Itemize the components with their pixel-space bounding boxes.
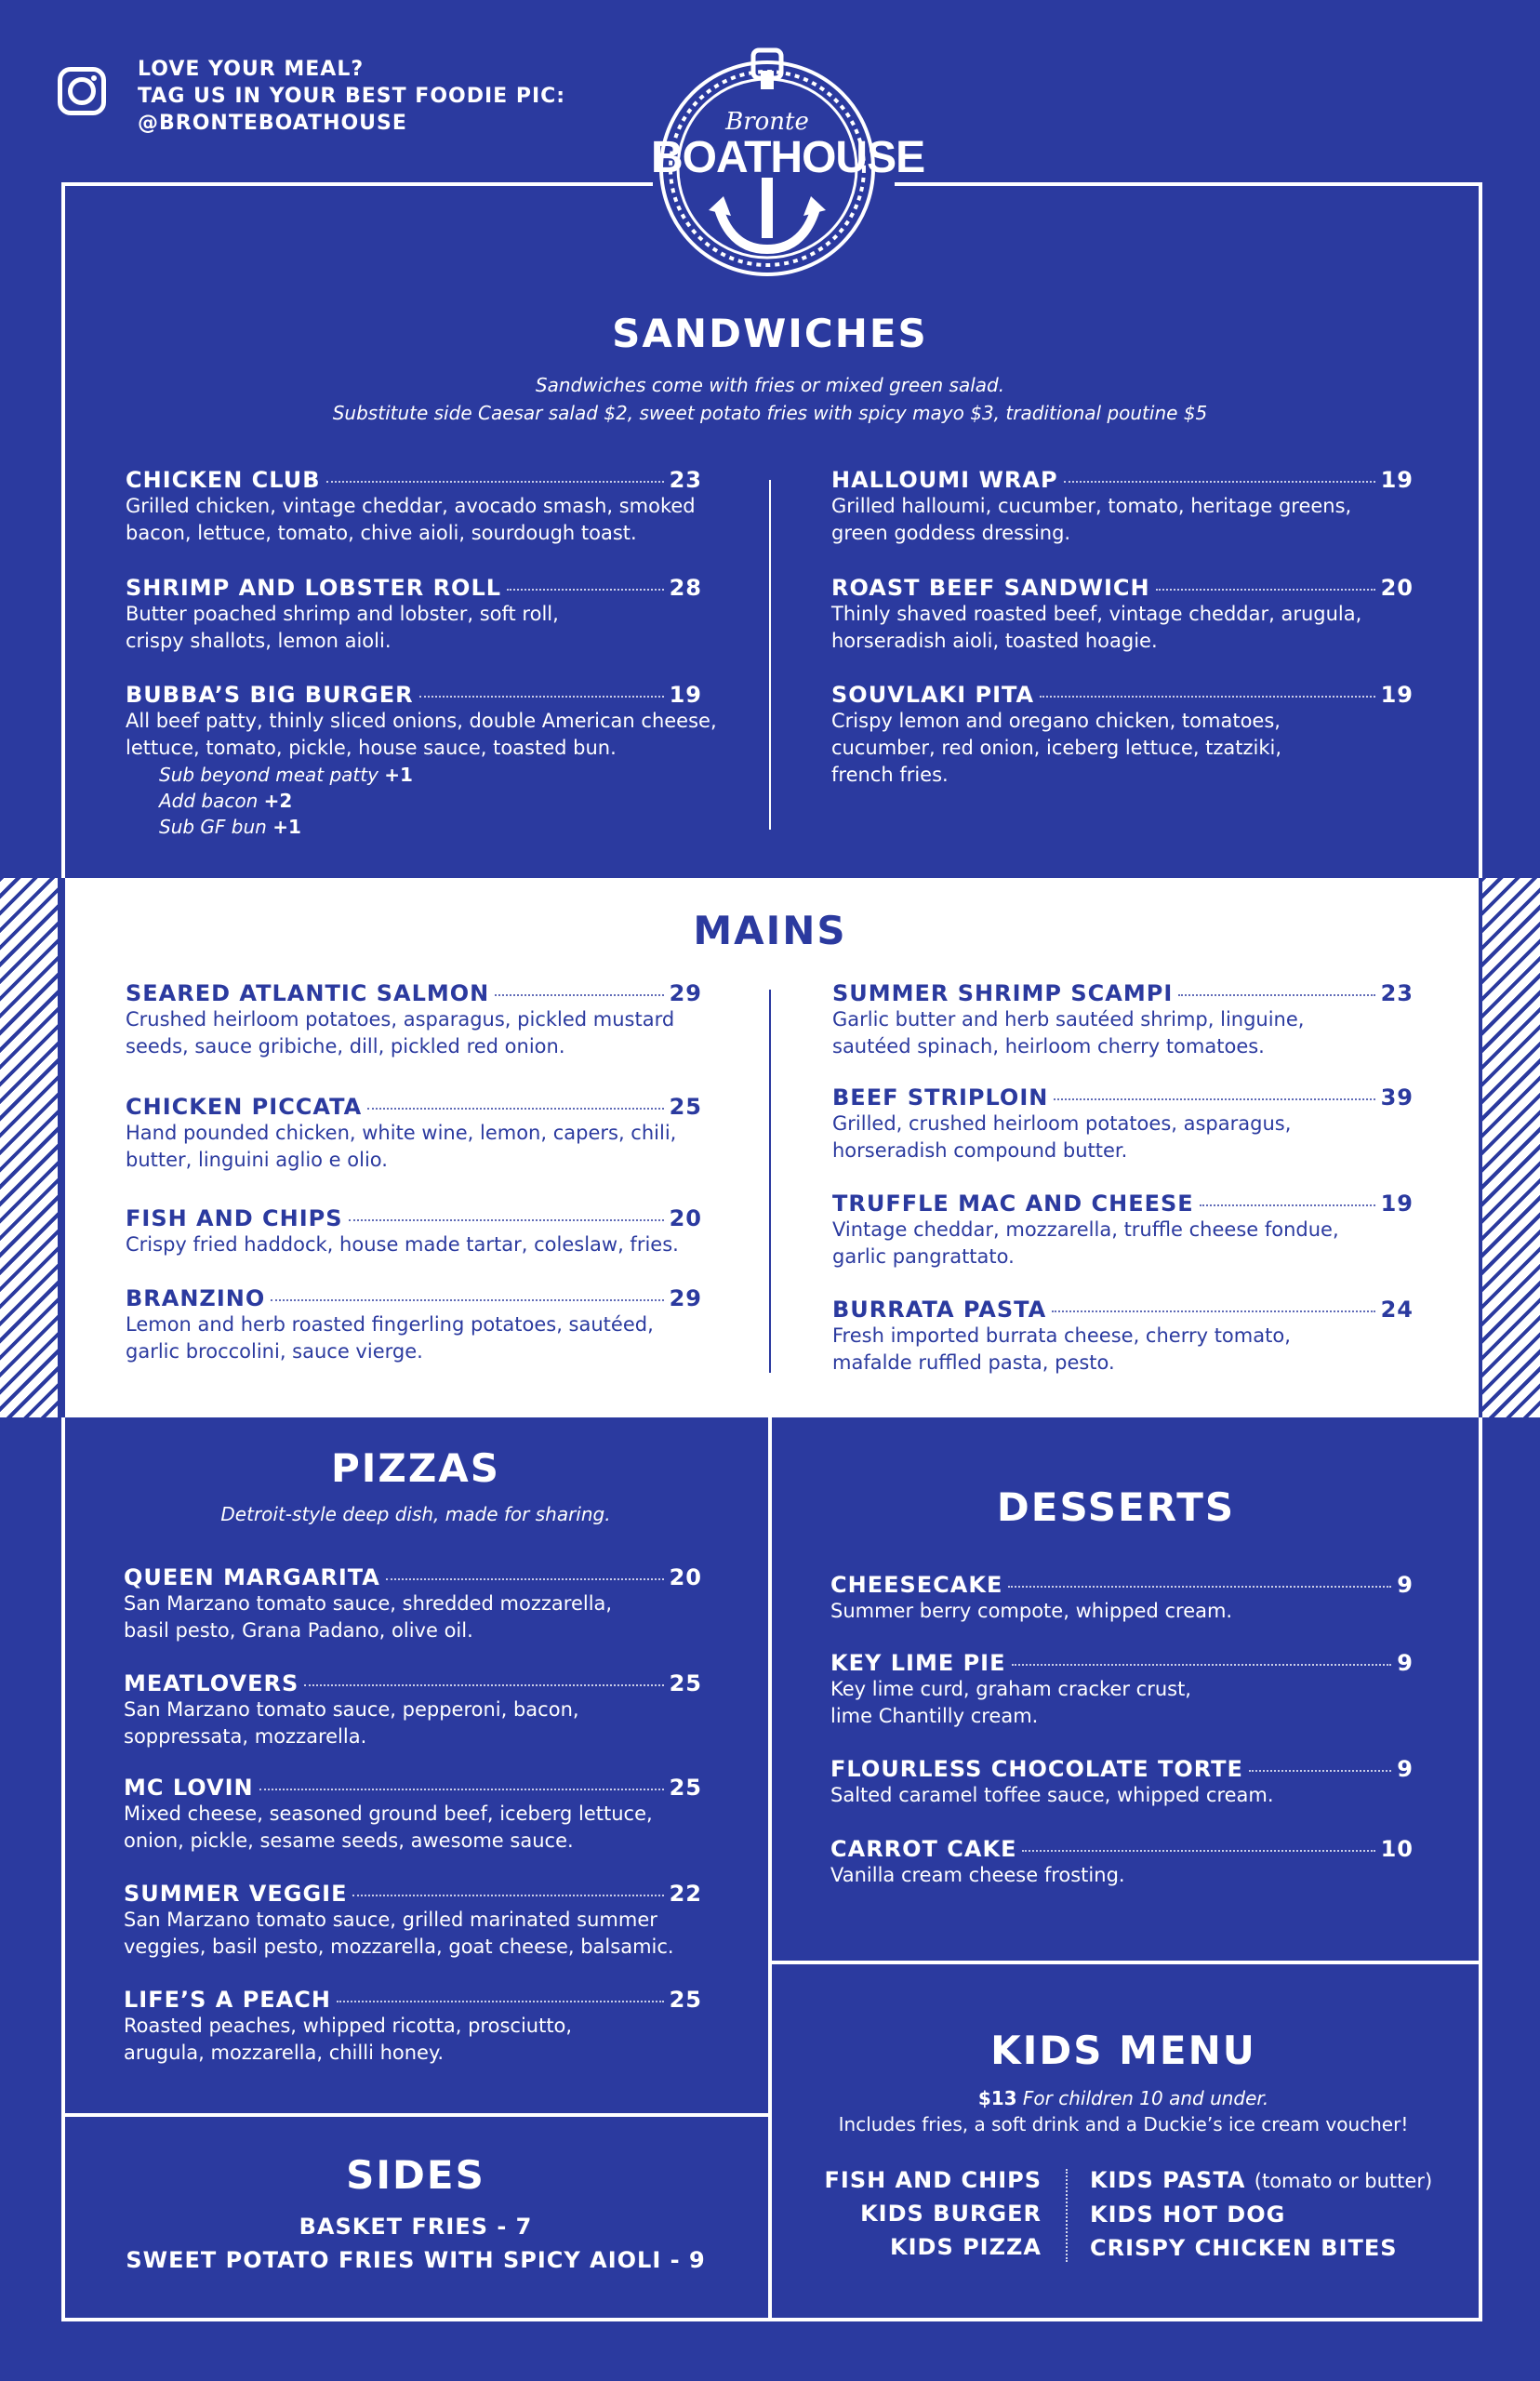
boathouse-logo xyxy=(651,43,925,285)
option-price: +2 xyxy=(263,790,293,812)
sandwiches-note: Sandwiches come with fries or mixed green salad. xyxy=(535,374,1005,396)
menu-item xyxy=(126,1285,702,1365)
menu-item xyxy=(124,1881,702,1961)
item-desc: bacon, lettuce, tomato, chive aioli, sourdough toast. xyxy=(126,522,637,544)
tagline-line: LOVE YOUR MEAL? xyxy=(138,58,365,81)
kids-divider xyxy=(1066,2169,1068,2262)
sides-item: BASKET FRIES - 7 xyxy=(299,2214,533,2240)
item-desc: Crushed heirloom potatoes, asparagus, pickled mustard xyxy=(126,1008,675,1031)
item-name: SEARED ATLANTIC SALMON xyxy=(126,980,490,1006)
item-price: 10 xyxy=(1380,1836,1414,1862)
mains-column-divider xyxy=(769,990,771,1373)
option-label: Add bacon xyxy=(159,790,259,812)
menu-item xyxy=(126,980,702,1060)
item-name: BEEF STRIPLOIN xyxy=(832,1084,1049,1111)
item-desc: garlic broccolini, sauce vierge. xyxy=(126,1340,423,1363)
item-name: SUMMER SHRIMP SCAMPI xyxy=(832,980,1174,1006)
item-desc: Butter poached shrimp and lobster, soft roll, xyxy=(126,603,559,625)
item-price: 39 xyxy=(1380,1084,1414,1111)
stripe-decoration-left xyxy=(0,878,58,1417)
item-price: 9 xyxy=(1397,1572,1414,1598)
kids-item-name: KIDS HOT DOG xyxy=(1090,2201,1286,2228)
item-desc: veggies, basil pesto, mozzarella, goat cheese, balsamic. xyxy=(124,1935,674,1958)
kids-item: KIDS BURGER xyxy=(860,2201,1042,2227)
kids-item: KIDS PIZZA xyxy=(890,2234,1042,2260)
kids-item xyxy=(1090,2231,1432,2265)
frame-left-mains xyxy=(61,878,65,1417)
item-name: BURRATA PASTA xyxy=(832,1297,1047,1323)
item-name: HALLOUMI WRAP xyxy=(831,467,1058,493)
item-option xyxy=(159,788,702,814)
item-desc: lime Chantilly cream. xyxy=(830,1705,1039,1727)
menu-item xyxy=(832,1084,1414,1164)
item-desc: Vanilla cream cheese frosting. xyxy=(830,1864,1125,1886)
kids-item: FISH AND CHIPS xyxy=(824,2167,1042,2193)
item-price: 20 xyxy=(1380,575,1414,601)
item-price: 29 xyxy=(669,1285,702,1311)
item-desc: Salted caramel toffee sauce, whipped cream. xyxy=(830,1784,1274,1806)
item-desc: soppressata, mozzarella. xyxy=(124,1725,367,1748)
item-desc: Roasted peaches, whipped ricotta, prosciutto, xyxy=(124,2015,573,2037)
kids-note xyxy=(770,2087,1477,2109)
item-price: 19 xyxy=(1380,682,1414,708)
menu-item xyxy=(124,1775,702,1855)
item-desc: Grilled halloumi, cucumber, tomato, heritage greens, xyxy=(831,495,1352,517)
item-name: BUBBA’S BIG BURGER xyxy=(126,682,414,708)
item-desc: sautéed spinach, heirloom cherry tomatoes. xyxy=(832,1035,1265,1057)
kids-items-left xyxy=(772,2163,1042,2264)
item-desc: All beef patty, thinly sliced onions, double American cheese, xyxy=(126,710,717,732)
tagline-line: TAG US IN YOUR BEST FOODIE PIC: xyxy=(138,85,566,108)
item-desc: Crispy fried haddock, house made tartar, coleslaw, fries. xyxy=(126,1233,679,1256)
frame-right-mains xyxy=(1479,878,1482,1417)
stripe-decoration-right xyxy=(1482,878,1540,1417)
item-desc: crispy shallots, lemon aioli. xyxy=(126,630,392,652)
menu-item xyxy=(124,1670,702,1750)
item-desc: Hand pounded chicken, white wine, lemon, capers, chili, xyxy=(126,1122,677,1144)
item-option xyxy=(159,814,702,840)
item-desc: Fresh imported burrata cheese, cherry tomato, xyxy=(832,1324,1291,1347)
item-price: 23 xyxy=(669,467,702,493)
item-name: SHRIMP AND LOBSTER ROLL xyxy=(126,575,502,601)
item-name: MC LOVIN xyxy=(124,1775,254,1801)
item-desc: Thinly shaved roasted beef, vintage cheddar, arugula, xyxy=(831,603,1362,625)
item-name: SOUVLAKI PITA xyxy=(831,682,1035,708)
item-desc: San Marzano tomato sauce, pepperoni, bacon, xyxy=(124,1698,579,1721)
item-name: KEY LIME PIE xyxy=(830,1650,1006,1676)
sides-title: SIDES xyxy=(346,2152,485,2198)
item-desc: mafalde ruffled pasta, pesto. xyxy=(832,1351,1115,1374)
item-price: 25 xyxy=(669,1987,702,2013)
item-desc: San Marzano tomato sauce, shredded mozzarella, xyxy=(124,1592,613,1615)
menu-item xyxy=(832,1297,1414,1377)
item-name: FISH AND CHIPS xyxy=(126,1205,343,1231)
menu-item xyxy=(126,575,702,655)
item-price: 9 xyxy=(1397,1650,1414,1676)
item-desc: Vintage cheddar, mozzarella, truffle cheese fondue, xyxy=(832,1218,1339,1241)
kids-note-text: For children 10 and under. xyxy=(1022,2087,1269,2109)
item-price: 25 xyxy=(669,1094,702,1120)
sides-item: SWEET POTATO FRIES WITH SPICY AIOLI - 9 xyxy=(126,2247,706,2273)
item-desc: Mixed cheese, seasoned ground beef, iceberg lettuce, xyxy=(124,1802,653,1825)
item-desc: Key lime curd, graham cracker crust, xyxy=(830,1678,1191,1700)
kids-item xyxy=(1090,2163,1432,2198)
item-desc: Grilled chicken, vintage cheddar, avocado smash, smoked xyxy=(126,495,696,517)
item-price: 20 xyxy=(669,1564,702,1590)
desserts-bottom-line xyxy=(768,1961,1482,1964)
tagline xyxy=(138,56,565,137)
kids-note-2: Includes fries, a soft drink and a Duckie’s ice cream voucher! xyxy=(838,2113,1409,2135)
item-price: 23 xyxy=(1380,980,1414,1006)
frame-top-right xyxy=(895,182,1482,186)
item-desc: french fries. xyxy=(831,764,949,786)
item-desc: Garlic butter and herb sautéed shrimp, linguine, xyxy=(832,1008,1305,1031)
sandwiches-note: Substitute side Caesar salad $2, sweet potato fries with spicy mayo $3, traditional poutine $5 xyxy=(332,402,1208,424)
item-desc: arugula, mozzarella, chilli honey. xyxy=(124,2042,445,2064)
item-name: LIFE’S A PEACH xyxy=(124,1987,331,2013)
option-price: +1 xyxy=(384,764,413,786)
logo-script: Bronte xyxy=(725,108,809,136)
item-desc: butter, linguini aglio e olio. xyxy=(126,1149,388,1171)
item-desc: horseradish compound butter. xyxy=(832,1139,1128,1162)
kids-item-name: KIDS PASTA xyxy=(1090,2167,1246,2193)
menu-item xyxy=(126,467,702,547)
menu-item xyxy=(126,1094,702,1174)
option-label: Sub GF bun xyxy=(159,816,267,838)
item-name: CHICKEN PICCATA xyxy=(126,1094,363,1120)
kids-item-note: (tomato or butter) xyxy=(1254,2170,1433,2192)
kids-item-name: CRISPY CHICKEN BITES xyxy=(1090,2235,1398,2261)
item-name: ROAST BEEF SANDWICH xyxy=(831,575,1150,601)
item-desc: Crispy lemon and oregano chicken, tomatoes, xyxy=(831,710,1281,732)
item-price: 24 xyxy=(1380,1297,1414,1323)
mains-title: MAINS xyxy=(693,908,847,953)
item-desc: Summer berry compote, whipped cream. xyxy=(830,1600,1233,1622)
tagline-line: @BRONTEBOATHOUSE xyxy=(138,112,407,135)
kids-items-right xyxy=(1090,2163,1432,2265)
item-desc: onion, pickle, sesame seeds, awesome sauce. xyxy=(124,1829,574,1852)
instagram-icon xyxy=(58,67,106,115)
menu-item xyxy=(126,682,717,840)
item-desc: Grilled, crushed heirloom potatoes, asparagus, xyxy=(832,1112,1292,1135)
pizzas-bottom-line xyxy=(61,2113,770,2117)
item-option xyxy=(159,762,702,788)
item-price: 19 xyxy=(1380,467,1414,493)
menu-item xyxy=(830,1650,1414,1730)
item-name: BRANZINO xyxy=(126,1285,266,1311)
option-price: +1 xyxy=(272,816,301,838)
column-divider xyxy=(769,480,771,830)
option-label: Sub beyond meat patty xyxy=(159,764,378,786)
item-name: CHEESECAKE xyxy=(830,1572,1003,1598)
menu-item xyxy=(830,1756,1414,1809)
pizzas-title: PIZZAS xyxy=(330,1445,501,1491)
item-desc: seeds, sauce gribiche, dill, pickled red onion. xyxy=(126,1035,565,1057)
pizzas-note: Detroit-style deep dish, made for sharing. xyxy=(220,1503,611,1525)
item-desc: San Marzano tomato sauce, grilled marinated summer xyxy=(124,1909,657,1931)
item-price: 9 xyxy=(1397,1756,1414,1782)
menu-item xyxy=(124,1987,702,2067)
item-name: MEATLOVERS xyxy=(124,1670,299,1696)
item-desc: garlic pangrattato. xyxy=(832,1245,1015,1268)
item-desc: horseradish aioli, toasted hoagie. xyxy=(831,630,1158,652)
item-name: CARROT CAKE xyxy=(830,1836,1017,1862)
kids-title: KIDS MENU xyxy=(990,2028,1256,2073)
item-desc: lettuce, tomato, pickle, house sauce, toasted bun. xyxy=(126,737,617,759)
item-price: 19 xyxy=(1380,1190,1414,1217)
menu-item xyxy=(830,1836,1414,1889)
sandwiches-title: SANDWICHES xyxy=(612,311,928,356)
menu-item xyxy=(831,682,1414,789)
item-price: 19 xyxy=(669,682,702,708)
item-desc: cucumber, red onion, iceberg lettuce, tzatziki, xyxy=(831,737,1282,759)
item-name: SUMMER VEGGIE xyxy=(124,1881,348,1907)
item-price: 22 xyxy=(669,1881,702,1907)
kids-price: $13 xyxy=(977,2087,1017,2109)
item-name: CHICKEN CLUB xyxy=(126,467,321,493)
desserts-title: DESSERTS xyxy=(996,1484,1236,1530)
item-desc: Lemon and herb roasted fingerling potatoes, sautéed, xyxy=(126,1313,654,1336)
item-price: 20 xyxy=(669,1205,702,1231)
kids-item xyxy=(1090,2198,1432,2231)
menu-item xyxy=(832,1190,1414,1270)
menu-item xyxy=(124,1564,702,1644)
menu-item xyxy=(832,980,1414,1060)
item-name: QUEEN MARGARITA xyxy=(124,1564,380,1590)
item-price: 25 xyxy=(669,1775,702,1801)
logo-word: BOATHOUSE xyxy=(651,133,925,182)
frame-top-left xyxy=(61,182,653,186)
item-desc: basil pesto, Grana Padano, olive oil. xyxy=(124,1619,473,1642)
item-price: 29 xyxy=(669,980,702,1006)
item-name: FLOURLESS CHOCOLATE TORTE xyxy=(830,1756,1243,1782)
item-price: 25 xyxy=(669,1670,702,1696)
frame-bottom xyxy=(61,2318,1482,2321)
item-desc: green goddess dressing. xyxy=(831,522,1071,544)
menu-item xyxy=(831,467,1414,547)
item-price: 28 xyxy=(669,575,702,601)
menu-item xyxy=(126,1205,702,1258)
menu-item xyxy=(830,1572,1414,1625)
item-name: TRUFFLE MAC AND CHEESE xyxy=(832,1190,1194,1217)
menu-item xyxy=(831,575,1414,655)
